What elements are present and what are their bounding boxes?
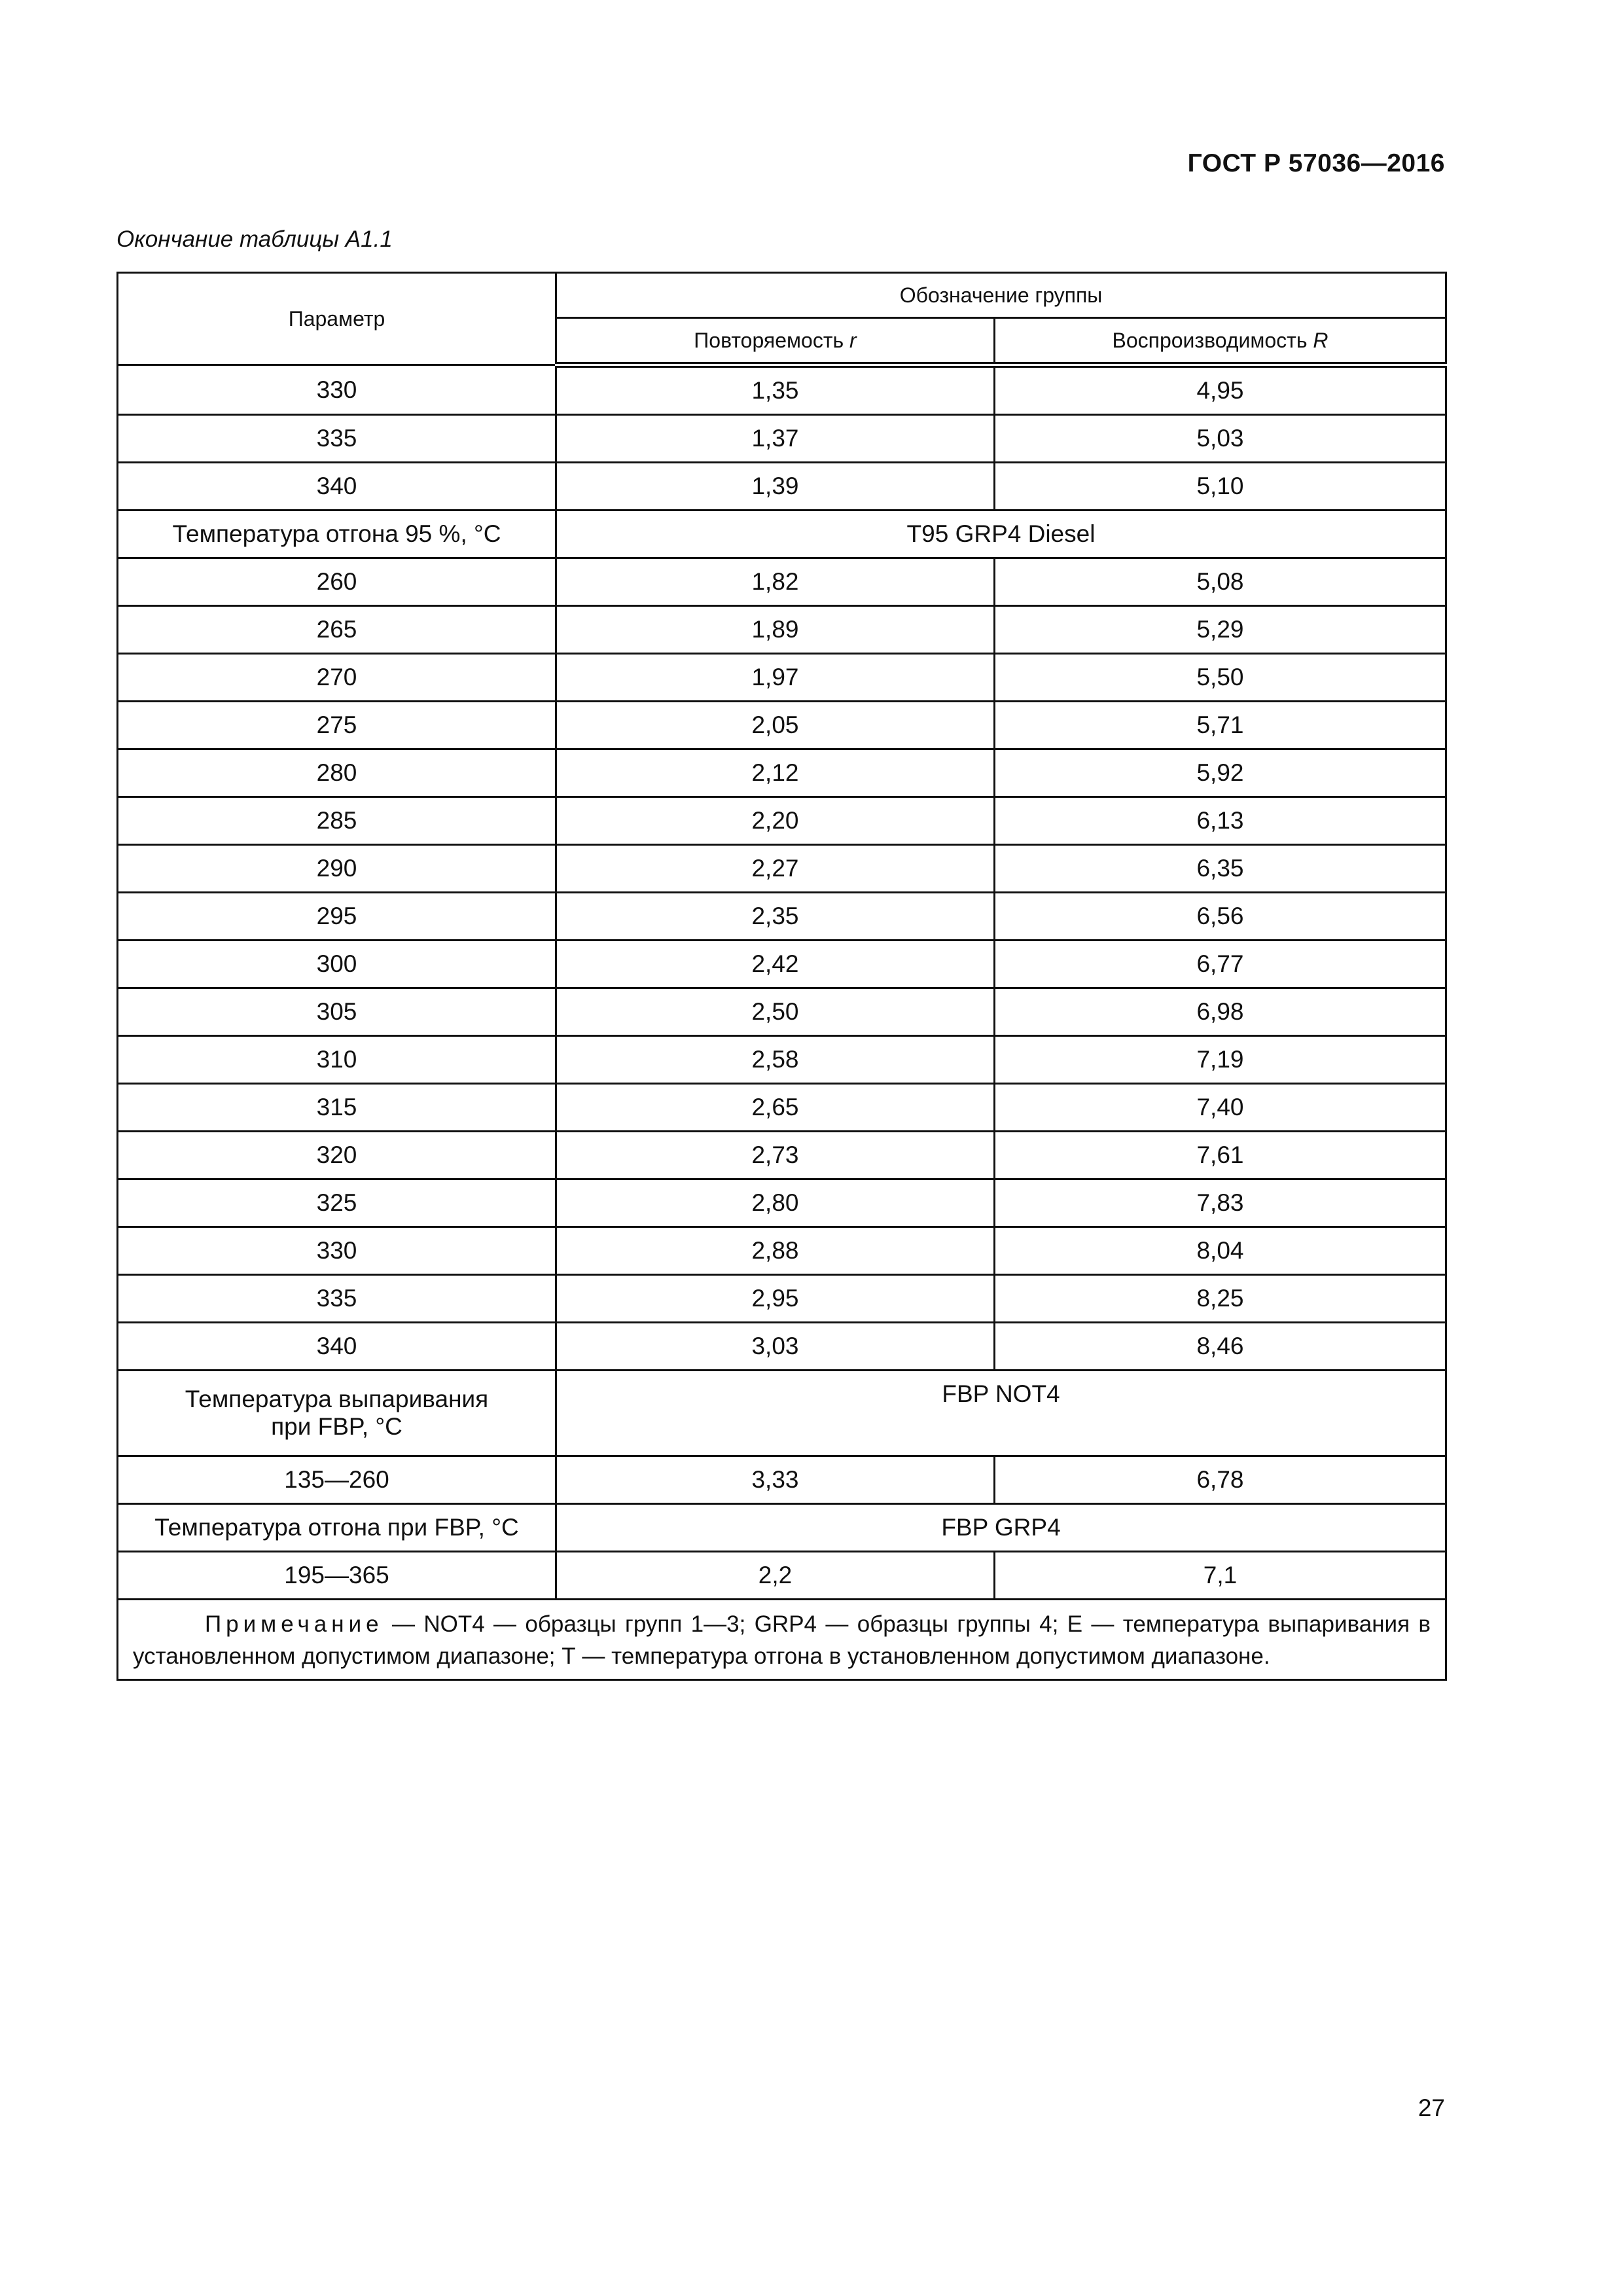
cell-reproducibility: 5,29 (995, 606, 1446, 654)
cell-reproducibility: 4,95 (995, 365, 1446, 415)
cell-parameter: 260 (118, 558, 556, 606)
cell-parameter: 315 (118, 1084, 556, 1132)
table-row (118, 365, 1446, 415)
cell-reproducibility: 5,03 (995, 415, 1446, 463)
cell-reproducibility: 5,08 (995, 558, 1446, 606)
table-row (118, 988, 1446, 1036)
cell-parameter: Температура отгона при FBP, °С (118, 1504, 556, 1552)
cell-repeatability: 3,03 (556, 1323, 995, 1371)
cell-parameter: 295 (118, 893, 556, 941)
cell-repeatability: 2,58 (556, 1036, 995, 1084)
cell-repeatability: 2,35 (556, 893, 995, 941)
table-row (118, 1179, 1446, 1227)
table-row (118, 654, 1446, 702)
cell-reproducibility: 7,61 (995, 1132, 1446, 1179)
cell-reproducibility: 5,71 (995, 702, 1446, 749)
cell-reproducibility: 7,19 (995, 1036, 1446, 1084)
table-row (118, 415, 1446, 463)
table-row (118, 1323, 1446, 1371)
cell-parameter: 310 (118, 1036, 556, 1084)
cell-reproducibility: 8,46 (995, 1323, 1446, 1371)
document-code: ГОСТ Р 57036—2016 (1187, 149, 1445, 177)
table-row (118, 463, 1446, 511)
cell-parameter: 270 (118, 654, 556, 702)
cell-repeatability: 1,37 (556, 415, 995, 463)
cell-parameter: Температура выпаривания при FBP, °С (118, 1371, 556, 1456)
cell-repeatability: 2,73 (556, 1132, 995, 1179)
cell-reproducibility: 6,56 (995, 893, 1446, 941)
cell-group-designation: T95 GRP4 Diesel (556, 511, 1446, 558)
cell-parameter: 330 (118, 365, 556, 415)
cell-repeatability: 2,80 (556, 1179, 995, 1227)
cell-repeatability: 2,05 (556, 702, 995, 749)
note-text: — NOT4 — образцы групп 1—3; GRP4 — образцы группы 4; Е — температура выпаривания в установленном допустимом диапазоне; Т — температура отгона в установленном допустимом диапазоне. (133, 1611, 1431, 1669)
cell-repeatability: 2,42 (556, 941, 995, 988)
table-row (118, 558, 1446, 606)
cell-repeatability: 1,82 (556, 558, 995, 606)
cell-reproducibility: 8,25 (995, 1275, 1446, 1323)
cell-parameter: 265 (118, 606, 556, 654)
header-group-designation: Обозначение группы (556, 273, 1446, 318)
cell-reproducibility: 7,1 (995, 1552, 1446, 1600)
table-row (118, 1552, 1446, 1600)
cell-repeatability: 2,12 (556, 749, 995, 797)
table-row (118, 1036, 1446, 1084)
cell-parameter: 285 (118, 797, 556, 845)
cell-parameter: 280 (118, 749, 556, 797)
cell-parameter: 300 (118, 941, 556, 988)
cell-reproducibility: 6,13 (995, 797, 1446, 845)
table-group-row (118, 511, 1446, 558)
cell-parameter: 340 (118, 463, 556, 511)
cell-parameter: 335 (118, 415, 556, 463)
cell-parameter: 135—260 (118, 1456, 556, 1504)
cell-parameter: 195—365 (118, 1552, 556, 1600)
table-row (118, 1227, 1446, 1275)
cell-reproducibility: 6,98 (995, 988, 1446, 1036)
header-parameter: Параметр (118, 273, 556, 365)
cell-parameter: 325 (118, 1179, 556, 1227)
table-row (118, 606, 1446, 654)
table-row (118, 1275, 1446, 1323)
cell-reproducibility: 8,04 (995, 1227, 1446, 1275)
note-label: Примечание (205, 1611, 383, 1637)
table-row (118, 845, 1446, 893)
table-row (118, 702, 1446, 749)
cell-repeatability: 1,39 (556, 463, 995, 511)
table-row (118, 893, 1446, 941)
cell-repeatability: 1,35 (556, 365, 995, 415)
cell-reproducibility: 6,77 (995, 941, 1446, 988)
table-group-row (118, 1371, 1446, 1456)
table-row (118, 1132, 1446, 1179)
cell-parameter: 275 (118, 702, 556, 749)
cell-repeatability: 1,97 (556, 654, 995, 702)
table-body (118, 365, 1446, 1600)
data-table (116, 272, 1447, 1681)
cell-reproducibility: 6,78 (995, 1456, 1446, 1504)
table-note (118, 1600, 1446, 1680)
cell-parameter: 340 (118, 1323, 556, 1371)
cell-repeatability: 2,95 (556, 1275, 995, 1323)
cell-repeatability: 3,33 (556, 1456, 995, 1504)
header-reproducibility: Воспроизводимость R (995, 318, 1446, 365)
cell-parameter: 320 (118, 1132, 556, 1179)
cell-repeatability: 2,88 (556, 1227, 995, 1275)
table-row (118, 941, 1446, 988)
page-number: 27 (1418, 2094, 1445, 2121)
cell-parameter: Температура отгона 95 %, °С (118, 511, 556, 558)
cell-repeatability: 2,65 (556, 1084, 995, 1132)
cell-group-designation: FBP GRP4 (556, 1504, 1446, 1552)
cell-parameter: 305 (118, 988, 556, 1036)
cell-parameter: 335 (118, 1275, 556, 1323)
table-row (118, 1084, 1446, 1132)
cell-repeatability: 2,20 (556, 797, 995, 845)
cell-parameter: 290 (118, 845, 556, 893)
cell-group-designation: FBP NOT4 (556, 1371, 1446, 1456)
cell-reproducibility: 7,83 (995, 1179, 1446, 1227)
cell-repeatability: 1,89 (556, 606, 995, 654)
cell-reproducibility: 5,10 (995, 463, 1446, 511)
cell-repeatability: 2,2 (556, 1552, 995, 1600)
cell-reproducibility: 5,92 (995, 749, 1446, 797)
cell-reproducibility: 6,35 (995, 845, 1446, 893)
table-row (118, 749, 1446, 797)
cell-repeatability: 2,27 (556, 845, 995, 893)
cell-repeatability: 2,50 (556, 988, 995, 1036)
cell-parameter: 330 (118, 1227, 556, 1275)
table-row (118, 797, 1446, 845)
cell-reproducibility: 5,50 (995, 654, 1446, 702)
header-repeatability: Повторяемость r (556, 318, 995, 365)
table-row (118, 1456, 1446, 1504)
table-caption: Окончание таблицы А1.1 (116, 226, 393, 252)
cell-reproducibility: 7,40 (995, 1084, 1446, 1132)
table-group-row (118, 1504, 1446, 1552)
